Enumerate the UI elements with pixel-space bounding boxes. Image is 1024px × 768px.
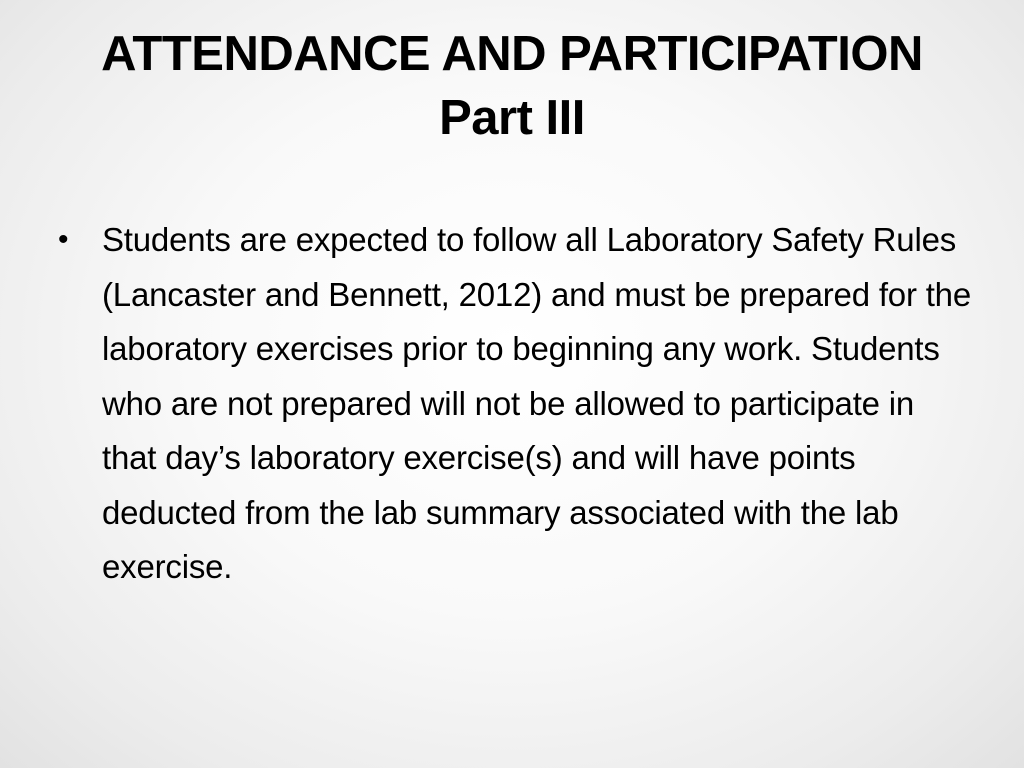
slide-title-line-1: ATTENDANCE AND PARTICIPATION [101,27,923,81]
bullet-marker: • [58,223,69,256]
slide-title [40,22,984,150]
slide-body [56,213,976,595]
bullet-text: Students are expected to follow all Laboratory Safety Rules (Lancaster and Bennett, 2012) and must be prepared for the laboratory exercises prior to beginning any work. Students who are not prepared will not be allowed to participate in that day’s laboratory exercise(s) and will have points deducted from the lab summary associated with the lab exercise. [102,221,971,585]
slide-title-line-2: Part III [439,91,585,145]
bullet-item [56,213,976,595]
